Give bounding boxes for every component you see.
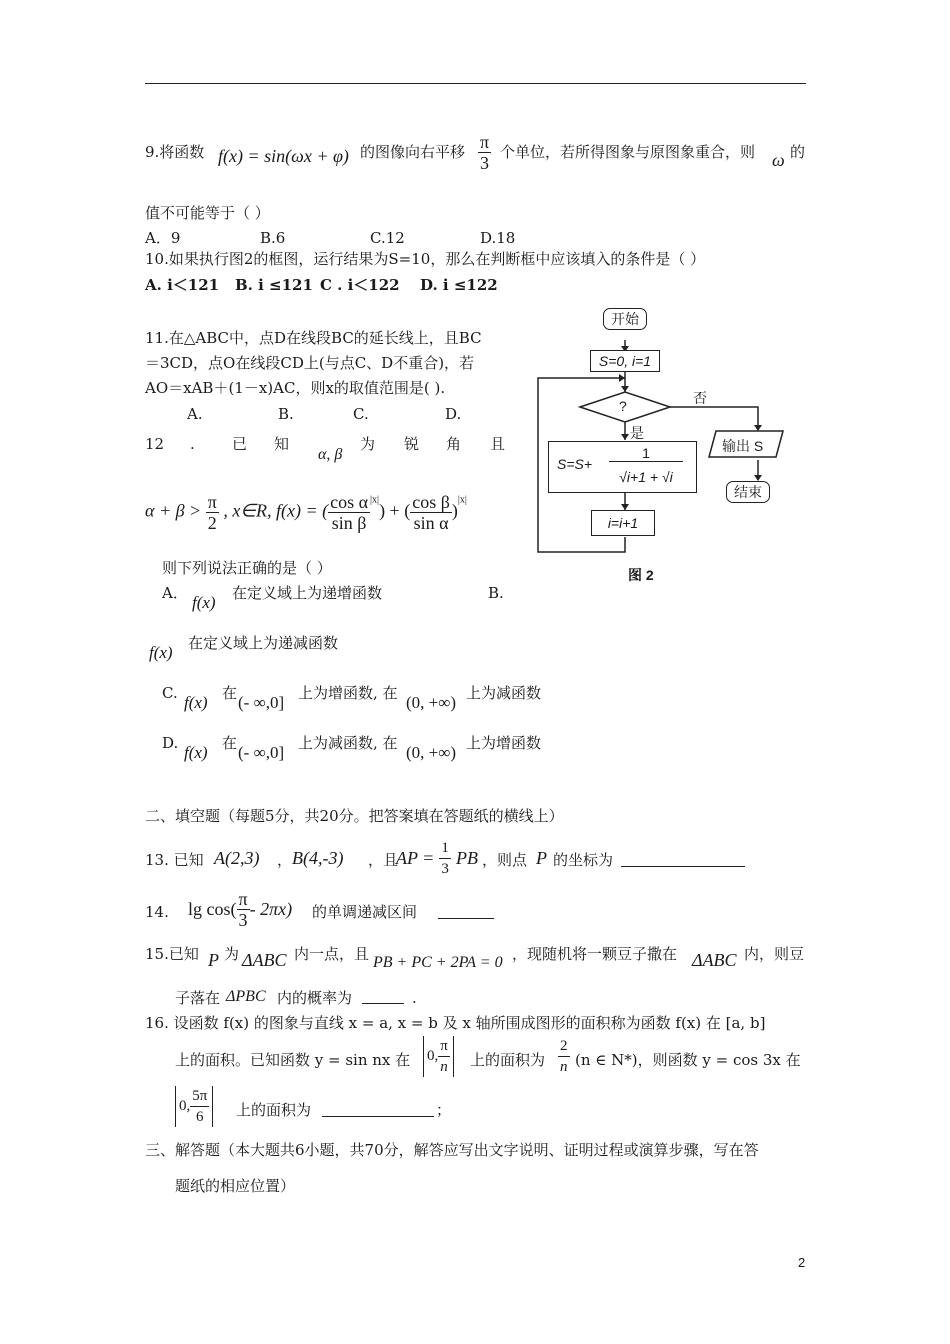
q12-lead-1: 12 <box>145 435 165 453</box>
q15-p: P <box>208 950 219 970</box>
q14-expr-lhs: lg cos( <box>188 899 237 919</box>
q13-lhs: AP = <box>396 848 435 868</box>
q14-frac-num: π <box>238 889 248 909</box>
q16-interval-2 <box>175 1086 213 1127</box>
q12-exp-2: |x| <box>457 494 467 506</box>
q16-answer-blank[interactable] <box>322 1116 434 1117</box>
q13-end: 的坐标为 <box>553 851 614 869</box>
q12-lead-4: 知 <box>274 435 290 453</box>
q16-l2c: (n ∈ N*)，则函数 y = cos 3x 在 <box>575 1051 801 1069</box>
q12-d-int2: (0, +∞) <box>406 743 457 762</box>
q9-option-a: A．9 <box>145 229 181 247</box>
q14-answer-blank[interactable] <box>438 918 494 919</box>
q16-int-den: n <box>440 1059 448 1075</box>
q14-expr-rhs: - 2πx) <box>249 899 293 919</box>
flowchart-update-lhs: S=S+ <box>557 456 593 472</box>
q12-a-label: A． <box>162 584 188 602</box>
q9-option-d: D.18 <box>480 229 516 247</box>
flowchart-yes-label: 是 <box>630 425 644 441</box>
q13-point-a: A(2,3) <box>214 848 260 868</box>
q16-ar-den: n <box>560 1059 568 1075</box>
q16-int2-den: 6 <box>196 1109 204 1125</box>
page-number: 2 <box>798 1255 806 1270</box>
q12-b-fx: f(x) <box>149 643 173 662</box>
flowchart-output <box>708 430 784 458</box>
flowchart-start: 开始 <box>603 308 647 330</box>
q9-end: 的 <box>790 143 806 161</box>
q16-int-a: 0, <box>427 1048 439 1064</box>
q16-ar-num: 2 <box>558 1036 570 1057</box>
q12-t1-den: sin β <box>331 513 367 533</box>
q9-shift-den: 3 <box>480 153 490 173</box>
q9-formula: f(x) = sin(ωx + φ) <box>218 146 349 166</box>
q11-option-d: D. <box>445 405 462 423</box>
q13-point-b: B(4,-3) <box>292 848 344 868</box>
q12-c-int1: (- ∞,0] <box>238 693 285 712</box>
q12-tail-3: 角 <box>446 435 462 453</box>
q16-l2b: 上的面积为 <box>470 1051 546 1069</box>
q10-option-b: B. i ≤121 <box>235 276 313 294</box>
q12-plus: ) + ( <box>379 500 411 521</box>
q10-text: 10.如果执行图2的框图，运行结果为S=10，那么在判断框中应该填入的条件是（ ） <box>145 250 706 268</box>
flowchart-update-num: 1 <box>609 445 683 462</box>
flowchart-update-box <box>548 441 697 493</box>
q15-line2b: 内的概率为 <box>277 989 353 1007</box>
q10-option-a: A. i＜121 <box>145 276 220 294</box>
q11-option-a: A. <box>187 405 203 423</box>
q12-close: ) <box>451 500 458 521</box>
q11-line2: ＝3CD，点O在线段CD上(与点C、D不重合)，若 <box>145 354 475 372</box>
flowchart-update-den: √i+1 + √i <box>619 469 673 485</box>
q13-frac-num: 1 <box>439 838 451 859</box>
q11-option-b: B. <box>278 405 294 423</box>
q12-c-zai: 在 <box>222 684 238 702</box>
q12-lead-2: . <box>190 435 195 453</box>
q12-cond-den: 2 <box>207 513 217 533</box>
q12-t2-num: cos β <box>412 492 450 512</box>
q10-option-d: D. i ≤122 <box>420 276 498 294</box>
q12-d-fx: f(x) <box>184 743 208 762</box>
q15-answer-blank[interactable] <box>362 1003 404 1004</box>
arrow-no-branch <box>670 407 758 430</box>
flowchart-decision-mark: ? <box>619 398 627 414</box>
q13-comma: ， <box>277 851 293 869</box>
q14-frac-den: 3 <box>238 910 248 930</box>
q9-line2: 值不可能等于（ ） <box>145 204 270 222</box>
q13-answer-blank[interactable] <box>621 866 745 867</box>
q15-tri3: ΔPBC <box>226 988 266 1005</box>
q12-t1-num: cos α <box>330 492 369 512</box>
q13-vector-eq <box>396 838 478 879</box>
q15-p2: 为 <box>224 945 240 963</box>
q12-tail-1: 为 <box>360 435 376 453</box>
q13-prefix: 13. 已知 <box>145 851 204 869</box>
q12-c-end: 上为减函数 <box>466 684 542 702</box>
q15-tri1: ΔABC <box>242 950 287 970</box>
q16-l3end: ； <box>436 1101 452 1119</box>
q13-rhs: PB <box>456 848 478 868</box>
q12-c-fx: f(x) <box>184 693 208 712</box>
q15-p5: 内，则豆 <box>744 945 805 963</box>
flowchart-init: S=0, i=1 <box>590 350 660 372</box>
flowchart-output-label: 输出 S <box>722 438 764 454</box>
q16-area-fraction <box>558 1036 570 1077</box>
q12-d-int1: (- ∞,0] <box>238 743 285 762</box>
q16-int2-a: 0, <box>179 1098 191 1114</box>
q12-tail-2: 锐 <box>404 435 420 453</box>
q9-omega: ω <box>772 150 785 170</box>
q12-c-int2: (0, +∞) <box>406 693 457 712</box>
q12-c-mid: 上为增函数, 在 <box>298 684 398 702</box>
section-3-line1: 三、解答题（本大题共6小题，共70分，解答应写出文字说明、证明过程或演算步骤，写在答 <box>145 1141 759 1159</box>
q16-int2-num: 5π <box>190 1086 209 1107</box>
q9-shift-fraction <box>478 132 491 173</box>
q12-a-text: 在定义域上为递增函数 <box>232 584 383 602</box>
q16-line1: 16. 设函数 f(x) 的图象与直线 x = a, x = b 及 x 轴所围成图形的面积称为函数 f(x) 在 [a, b] <box>145 1014 766 1032</box>
q12-c-label: C. <box>162 684 178 702</box>
q15-p1: 15.已知 <box>145 945 199 963</box>
flowchart-end: 结束 <box>726 481 770 503</box>
q13-suffix: ，则点 <box>482 851 528 869</box>
q9-mid: 的图像向右平移 <box>360 143 466 161</box>
q12-d-mid: 上为减函数, 在 <box>298 734 398 752</box>
q9-suffix: 个单位，若所得图象与原图象重合，则 <box>500 143 756 161</box>
q12-d-end: 上为增函数 <box>466 734 542 752</box>
q12-cond-rest: , x∈R, f(x) = ( <box>223 500 329 521</box>
q12-d-label: D. <box>162 734 179 752</box>
q16-interval-1 <box>423 1036 454 1077</box>
q9-option-b: B.6 <box>260 229 286 247</box>
q9-option-c: C.12 <box>370 229 405 247</box>
q12-tail-4: 且 <box>490 435 506 453</box>
q12-b-text: 在定义域上为递减函数 <box>188 634 339 652</box>
flowchart-caption: 图 2 <box>628 567 654 583</box>
q12-condition <box>145 492 467 533</box>
flowchart-no-label: 否 <box>693 390 707 406</box>
q15-line2a: 子落在 <box>175 989 221 1007</box>
q10-option-c: C . i＜122 <box>320 276 400 294</box>
q15-tri2: ΔABC <box>692 950 737 970</box>
q16-int-num: π <box>438 1036 450 1057</box>
q12-cond-lhs: α + β > <box>145 500 202 521</box>
flowchart-increment: i=i+1 <box>591 510 655 536</box>
q13-p: P <box>536 848 547 868</box>
q11-option-c: C. <box>353 405 369 423</box>
q12-exp-1: |x| <box>370 494 380 506</box>
section-3-line2: 题纸的相应位置） <box>175 1177 296 1195</box>
q13-frac-den: 3 <box>441 861 449 877</box>
q15-line2c: . <box>412 989 417 1007</box>
q15-vector: PB + PC + 2PA = 0 <box>373 954 503 971</box>
q12-t2-den: sin α <box>413 513 449 533</box>
q14-suffix: 的单调递减区间 <box>312 903 418 921</box>
q13-mid: ，且 <box>368 851 399 869</box>
q11-line3: AO＝xAB＋(1－x)AC，则x的取值范围是( ). <box>145 379 446 397</box>
q11-line1: 11.在△ABC中，点D在线段BC的延长线上，且BC <box>145 329 482 347</box>
q9-shift-num: π <box>480 132 490 152</box>
q16-l2a: 上的面积。已知函数 y = sin nx 在 <box>175 1051 411 1069</box>
q14-expr <box>188 889 292 930</box>
q12-b-label: B. <box>488 584 504 602</box>
q12-cond-num: π <box>207 492 217 512</box>
q12-question: 则下列说法正确的是（ ） <box>162 559 332 577</box>
section-2-heading: 二、填空题（每题5分，共20分。把答案填在答题纸的横线上） <box>145 807 564 825</box>
q15-p3: 内一点，且 <box>294 945 370 963</box>
q14-prefix: 14. <box>145 903 169 921</box>
q12-lead-3: 已 <box>232 435 248 453</box>
q12-a-fx: f(x) <box>192 593 216 612</box>
q16-l3: 上的面积为 <box>236 1101 312 1119</box>
header-rule <box>145 83 806 84</box>
q9-prefix: 9.将函数 <box>145 143 205 161</box>
q12-d-zai: 在 <box>222 734 238 752</box>
q15-p4: ，现随机将一颗豆子撒在 <box>512 945 678 963</box>
q12-alpha-beta: α, β <box>318 446 343 463</box>
